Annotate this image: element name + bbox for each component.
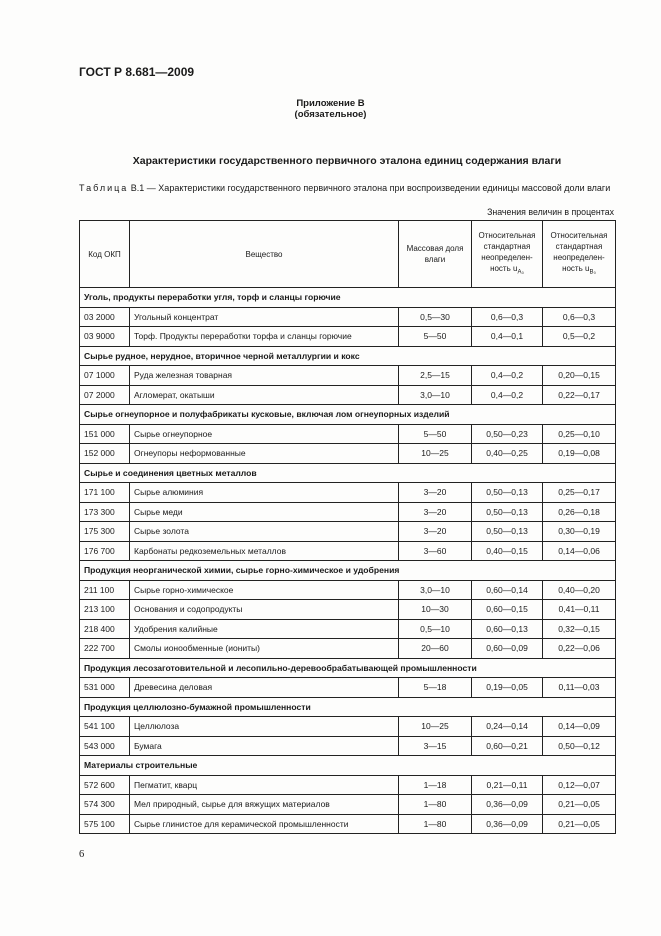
uncertainty-b-cell: 0,26—0,18 [543,502,616,522]
table-row [80,541,616,561]
header-uncertainty-b [543,221,616,288]
uncertainty-b-cell: 0,41—0,11 [543,600,616,620]
uncertainty-a-cell: 0,4—0,1 [472,327,543,347]
uncertainty-a-cell: 0,21—0,11 [472,775,543,795]
table-row [80,522,616,542]
okp-code-cell: 574 300 [80,795,130,815]
uncertainty-a-cell: 0,50—0,23 [472,424,543,444]
characteristics-table [79,220,616,834]
uncertainty-b-cell: 0,14—0,09 [543,717,616,737]
category-title: Продукция неорганической химии, сырье горно-химическое и удобрения [80,561,616,581]
table-row [80,366,616,386]
table-row [80,619,616,639]
okp-code-cell: 211 100 [80,580,130,600]
okp-code-cell: 171 100 [80,483,130,503]
substance-cell: Огнеупоры неформованные [130,444,399,464]
appendix-title: Приложение В [296,98,365,109]
uncertainty-b-cell: 0,22—0,06 [543,639,616,659]
moisture-cell: 3—15 [399,736,472,756]
header-ub-text-2: ность u [562,263,590,273]
category-row [80,756,616,776]
okp-code-cell: 07 2000 [80,385,130,405]
uncertainty-b-cell: 0,21—0,05 [543,814,616,834]
substance-cell: Сырье меди [130,502,399,522]
moisture-cell: 2,5—15 [399,366,472,386]
uncertainty-a-cell: 0,4—0,2 [472,366,543,386]
appendix-type: (обязательное) [294,109,367,120]
caption-text: В.1 — Характеристики государственного первичного эталона при воспроизведении единицы массовой доли влаги [128,183,611,193]
substance-cell: Древесина деловая [130,678,399,698]
substance-cell: Целлюлоза [130,717,399,737]
moisture-cell: 0,5—30 [399,307,472,327]
moisture-cell: 3,0—10 [399,580,472,600]
okp-code-cell: 176 700 [80,541,130,561]
moisture-cell: 1—80 [399,814,472,834]
document-header: ГОСТ Р 8.681—2009 [79,65,195,79]
substance-cell: Мел природный, сырье для вяжущих материалов [130,795,399,815]
uncertainty-b-cell: 0,5—0,2 [543,327,616,347]
moisture-cell: 3—20 [399,502,472,522]
uncertainty-a-cell: 0,60—0,21 [472,736,543,756]
okp-code-cell: 213 100 [80,600,130,620]
moisture-cell: 1—80 [399,795,472,815]
substance-cell: Бумага [130,736,399,756]
okp-code-cell: 07 1000 [80,366,130,386]
okp-code-cell: 03 9000 [80,327,130,347]
moisture-cell: 3,0—10 [399,385,472,405]
uncertainty-b-cell: 0,25—0,17 [543,483,616,503]
substance-cell: Основания и содопродукты [130,600,399,620]
table-row [80,502,616,522]
uncertainty-a-cell: 0,40—0,15 [472,541,543,561]
uncertainty-a-cell: 0,6—0,3 [472,307,543,327]
header-code: Код ОКП [80,221,130,288]
page-number: 6 [79,849,85,860]
category-title: Продукция лесозаготовительной и лесопильно-деревообрабатывающей промышленности [80,658,616,678]
okp-code-cell: 173 300 [80,502,130,522]
okp-code-cell: 575 100 [80,814,130,834]
substance-cell: Пегматит, кварц [130,775,399,795]
units-note: Значения величин в процентах [487,207,614,217]
header-ua-text-2: ность u [490,263,518,273]
moisture-cell: 20—60 [399,639,472,659]
header-ua-sub: A₀ [517,269,524,276]
uncertainty-b-cell: 0,21—0,05 [543,795,616,815]
table-row [80,736,616,756]
category-title: Уголь, продукты переработки угля, торф и сланцы горючие [80,288,616,308]
okp-code-cell: 572 600 [80,775,130,795]
okp-code-cell: 152 000 [80,444,130,464]
appendix-heading [0,98,661,120]
uncertainty-a-cell: 0,60—0,09 [472,639,543,659]
uncertainty-b-cell: 0,11—0,03 [543,678,616,698]
substance-cell: Торф. Продукты переработки торфа и сланцы горючие [130,327,399,347]
moisture-cell: 5—18 [399,678,472,698]
caption-label: Таблица [79,183,129,193]
moisture-cell: 0,5—10 [399,619,472,639]
header-uncertainty-a [472,221,543,288]
uncertainty-a-cell: 0,60—0,13 [472,619,543,639]
okp-code-cell: 151 000 [80,424,130,444]
table-row [80,307,616,327]
substance-cell: Сырье огнеупорное [130,424,399,444]
uncertainty-a-cell: 0,36—0,09 [472,814,543,834]
uncertainty-b-cell: 0,6—0,3 [543,307,616,327]
uncertainty-b-cell: 0,25—0,10 [543,424,616,444]
category-row [80,346,616,366]
moisture-cell: 10—25 [399,717,472,737]
substance-cell: Удобрения калийные [130,619,399,639]
substance-cell: Смолы ионообменные (иониты) [130,639,399,659]
table-body [80,288,616,834]
table-row [80,444,616,464]
okp-code-cell: 03 2000 [80,307,130,327]
table-row [80,385,616,405]
moisture-cell: 10—25 [399,444,472,464]
table-row [80,639,616,659]
uncertainty-b-cell: 0,32—0,15 [543,619,616,639]
moisture-cell: 5—50 [399,327,472,347]
moisture-cell: 3—20 [399,483,472,503]
uncertainty-b-cell: 0,14—0,06 [543,541,616,561]
substance-cell: Агломерат, окатыши [130,385,399,405]
table-row [80,600,616,620]
category-row [80,658,616,678]
header-ub-sub: B₀ [589,269,596,276]
uncertainty-a-cell: 0,60—0,14 [472,580,543,600]
uncertainty-b-cell: 0,20—0,15 [543,366,616,386]
header-ua-text: Относительная стандартная неопределен- [478,230,536,262]
okp-code-cell: 543 000 [80,736,130,756]
category-row [80,561,616,581]
uncertainty-b-cell: 0,22—0,17 [543,385,616,405]
category-row [80,463,616,483]
uncertainty-a-cell: 0,60—0,15 [472,600,543,620]
moisture-cell: 5—50 [399,424,472,444]
uncertainty-a-cell: 0,4—0,2 [472,385,543,405]
okp-code-cell: 531 000 [80,678,130,698]
substance-cell: Руда железная товарная [130,366,399,386]
category-title: Продукция целлюлозно-бумажной промышленности [80,697,616,717]
table-header-row [80,221,616,288]
okp-code-cell: 541 100 [80,717,130,737]
table-row [80,580,616,600]
header-ub-text: Относительная стандартная неопределен- [550,230,608,262]
category-title: Сырье и соединения цветных металлов [80,463,616,483]
uncertainty-a-cell: 0,50—0,13 [472,502,543,522]
table-row [80,814,616,834]
substance-cell: Угольный концентрат [130,307,399,327]
header-substance: Вещество [130,221,399,288]
table-row [80,424,616,444]
uncertainty-a-cell: 0,36—0,09 [472,795,543,815]
substance-cell: Карбонаты редкоземельных металлов [130,541,399,561]
uncertainty-b-cell: 0,40—0,20 [543,580,616,600]
category-row [80,697,616,717]
category-title: Сырье огнеупорное и полуфабрикаты кусковые, включая лом огнеупорных изделий [80,405,616,425]
category-title: Сырье рудное, нерудное, вторичное черной металлургии и кокс [80,346,616,366]
substance-cell: Сырье глинистое для керамической промышленности [130,814,399,834]
section-title: Характеристики государственного первичного эталона единиц содержания влаги [132,155,562,167]
uncertainty-b-cell: 0,50—0,12 [543,736,616,756]
uncertainty-b-cell: 0,30—0,19 [543,522,616,542]
table-row [80,795,616,815]
substance-cell: Сырье алюминия [130,483,399,503]
uncertainty-b-cell: 0,12—0,07 [543,775,616,795]
category-row [80,405,616,425]
moisture-cell: 10—30 [399,600,472,620]
uncertainty-a-cell: 0,40—0,25 [472,444,543,464]
okp-code-cell: 218 400 [80,619,130,639]
uncertainty-a-cell: 0,24—0,14 [472,717,543,737]
table-row [80,775,616,795]
okp-code-cell: 175 300 [80,522,130,542]
header-moisture: Массовая доля влаги [399,221,472,288]
substance-cell: Сырье горно-химическое [130,580,399,600]
moisture-cell: 1—18 [399,775,472,795]
uncertainty-b-cell: 0,19—0,08 [543,444,616,464]
substance-cell: Сырье золота [130,522,399,542]
table-row [80,717,616,737]
category-row [80,288,616,308]
table-row [80,327,616,347]
uncertainty-a-cell: 0,19—0,05 [472,678,543,698]
category-title: Материалы строительные [80,756,616,776]
table-caption [79,182,615,195]
okp-code-cell: 222 700 [80,639,130,659]
uncertainty-a-cell: 0,50—0,13 [472,483,543,503]
table-row [80,678,616,698]
moisture-cell: 3—20 [399,522,472,542]
uncertainty-a-cell: 0,50—0,13 [472,522,543,542]
moisture-cell: 3—60 [399,541,472,561]
table-row [80,483,616,503]
